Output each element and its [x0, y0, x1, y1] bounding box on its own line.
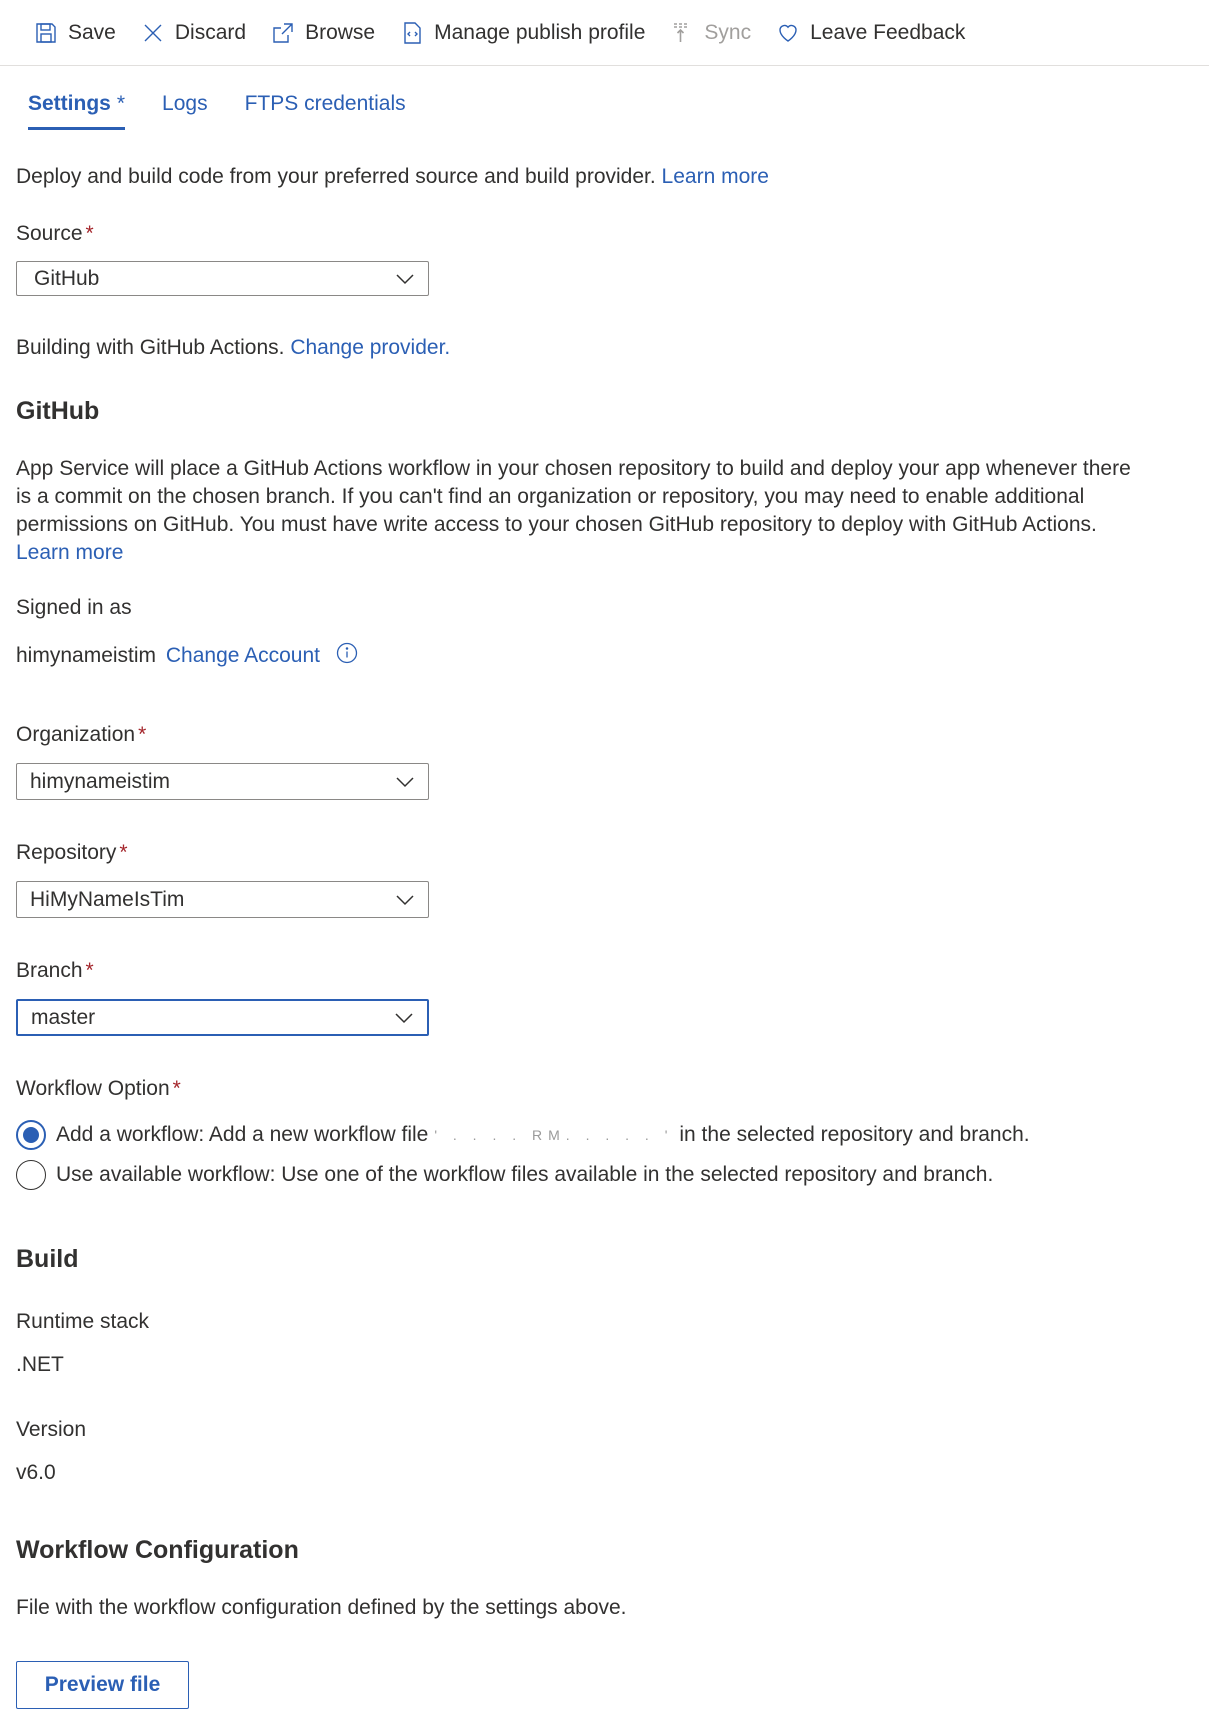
leave-feedback-label: Leave Feedback — [810, 20, 966, 44]
change-account-link[interactable]: Change Account — [165, 644, 320, 667]
learn-more-link[interactable]: Learn more — [661, 165, 769, 188]
workflow-config-heading: Workflow Configuration — [16, 1536, 299, 1564]
source-value: GitHub — [34, 266, 100, 290]
sync-label: Sync — [704, 20, 752, 44]
heart-icon — [776, 21, 800, 45]
add-workflow-option[interactable] — [16, 1120, 1030, 1150]
sync-icon — [670, 21, 694, 45]
use-available-workflow-radio[interactable] — [16, 1160, 46, 1190]
runtime-stack-label: Runtime stack — [16, 1310, 150, 1333]
signed-in-row — [16, 642, 358, 668]
account-name: himynameistim — [16, 644, 157, 667]
change-provider-link[interactable]: Change provider. — [290, 336, 451, 359]
workflow-option-label-text: Workflow Option — [16, 1077, 170, 1100]
tab-bar — [28, 92, 443, 130]
use-available-workflow-option[interactable] — [16, 1160, 993, 1190]
manage-publish-profile-button[interactable] — [400, 13, 645, 53]
add-workflow-suffix: in the selected repository and branch. — [679, 1123, 1030, 1146]
redacted-filename: ' . . . . RM. . . . . ' — [434, 1127, 674, 1143]
info-icon[interactable] — [336, 642, 358, 664]
github-learn-more-link[interactable]: Learn more — [16, 541, 124, 564]
organization-value: himynameistim — [30, 769, 171, 793]
chevron-down-icon — [393, 1007, 415, 1029]
required-marker: * — [138, 723, 147, 746]
add-workflow-radio[interactable] — [16, 1120, 46, 1150]
version-label: Version — [16, 1418, 87, 1441]
required-marker: * — [172, 1077, 181, 1100]
save-label: Save — [68, 20, 116, 44]
runtime-stack-value: .NET — [16, 1353, 64, 1376]
repository-label — [16, 841, 128, 865]
required-marker: * — [85, 959, 94, 982]
required-marker: * — [119, 841, 128, 864]
branch-value: master — [31, 1005, 96, 1029]
branch-label — [16, 959, 94, 983]
branch-dropdown[interactable] — [16, 999, 429, 1036]
repository-label-text: Repository — [16, 841, 117, 864]
browse-button[interactable] — [271, 13, 375, 53]
sync-button[interactable] — [670, 13, 751, 53]
add-workflow-prefix: Add a workflow: Add a new workflow file — [56, 1123, 429, 1146]
required-marker: * — [85, 222, 94, 245]
save-icon — [34, 21, 58, 45]
discard-label: Discard — [174, 20, 247, 44]
source-dropdown[interactable] — [16, 261, 429, 296]
provider-description: Building with GitHub Actions. — [16, 336, 285, 359]
github-description-line: permissions on GitHub. You must have write access to your chosen GitHub repository to deploy with GitHub Actions. — [16, 513, 1097, 536]
discard-button[interactable] — [141, 13, 246, 53]
source-label — [16, 222, 94, 246]
repository-value: HiMyNameIsTim — [30, 887, 185, 911]
tab-settings-label: Settings — [28, 92, 111, 115]
preview-file-button[interactable]: Preview file — [16, 1661, 189, 1709]
github-description-line: App Service will place a GitHub Actions workflow in your chosen repository to build and deploy your app whenever there — [16, 457, 1131, 480]
leave-feedback-button[interactable] — [776, 13, 965, 53]
intro-text — [16, 165, 769, 189]
branch-label-text: Branch — [16, 959, 83, 982]
modified-marker: * — [116, 92, 126, 115]
code-file-icon — [400, 21, 424, 45]
github-heading: GitHub — [16, 397, 100, 425]
browse-label: Browse — [305, 20, 376, 44]
use-available-workflow-label: Use available workflow: Use one of the workflow files available in the selected repository and branch. — [56, 1163, 994, 1186]
workflow-config-description: File with the workflow configuration defined by the settings above. — [16, 1596, 627, 1619]
close-icon — [141, 21, 165, 45]
tab-logs[interactable]: Logs — [162, 92, 208, 115]
build-heading: Build — [16, 1245, 79, 1273]
organization-label — [16, 723, 146, 747]
workflow-option-label — [16, 1077, 181, 1101]
organization-dropdown[interactable] — [16, 763, 429, 800]
manage-publish-profile-label: Manage publish profile — [434, 20, 646, 44]
tab-ftps-credentials[interactable]: FTPS credentials — [244, 92, 406, 115]
open-external-icon — [271, 21, 295, 45]
command-bar — [0, 0, 1209, 66]
github-description — [16, 455, 1166, 567]
chevron-down-icon — [394, 771, 416, 793]
tab-settings[interactable] — [28, 92, 125, 130]
chevron-down-icon — [394, 889, 416, 911]
save-button[interactable] — [34, 13, 116, 53]
version-value: v6.0 — [16, 1461, 56, 1484]
intro-description: Deploy and build code from your preferred source and build provider. — [16, 165, 656, 188]
provider-text — [16, 336, 450, 360]
organization-label-text: Organization — [16, 723, 136, 746]
github-description-line: is a commit on the chosen branch. If you can't find an organization or repository, you may need to enable additional — [16, 485, 1085, 508]
source-label-text: Source — [16, 222, 83, 245]
chevron-down-icon — [394, 268, 416, 290]
repository-dropdown[interactable] — [16, 881, 429, 918]
signed-in-label: Signed in as — [16, 596, 132, 619]
